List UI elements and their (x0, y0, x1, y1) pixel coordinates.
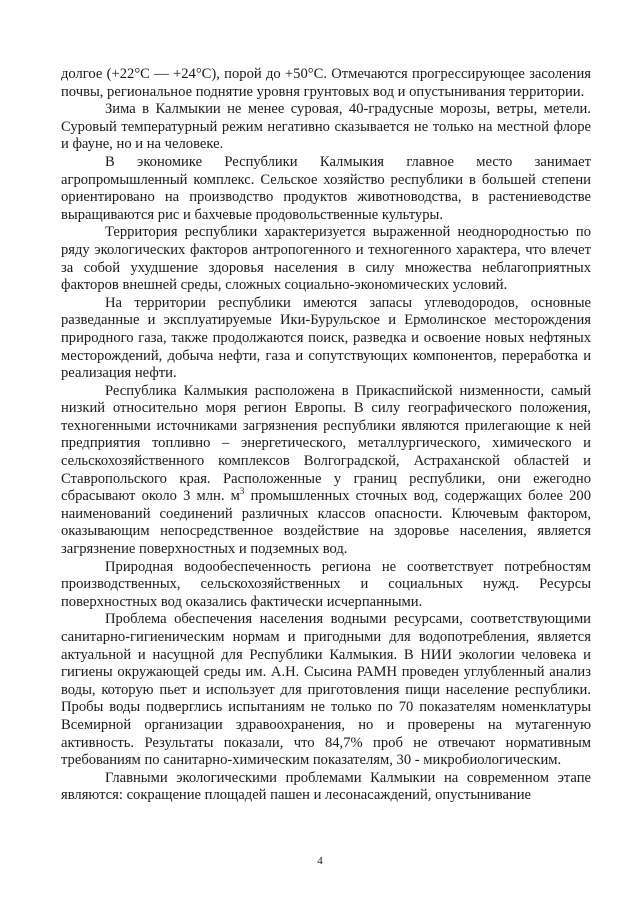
body-text (61, 66, 591, 805)
paragraph-5: На территории республики имеются запасы углеводородов, основные разведанные и эксплуатируемые Ики-Бурульское и Ермолинское месторождения природного газа, также продолжаются поиск, разведка и освоение новых нефтяных месторождений, добыча нефти, газа и сопутствующих компонентов, переработка и реализация нефти. (61, 294, 591, 382)
paragraph-8: Проблема обеспечения населения водными ресурсами, соответствующими санитарно-гигиеническим нормам и пригодными для водопотребления, является актуальной и насущной для Республики Калмыкия. В НИИ экологии человека и гигиены окружающей среды им. А.Н. Сысина РАМН проведен углубленный анализ воды, которую пьет и использует для приготовления пищи население республики. Пробы воды подверглись испытаниям не только по 70 показателям номенклатуры Всемирной организации здравоохранения, но и проверены на мутагенную активность. Результаты показали, что 84,7% проб не отвечают нормативным требованиям по санитарно-химическим показателям, 30 - микробиологическим. (61, 611, 591, 769)
superscript-cube: 3 (239, 486, 245, 497)
page-number: 4 (317, 855, 323, 867)
paragraph-6-tail: промышленных сточных вод, содержащих более 200 наименований соединений различных классов опасности. Ключевым фактором, оказывающим непосредственное воздействие на здоровье населения, является загрязнение поверхностных и подземных вод. (61, 488, 591, 558)
paragraph-7: Природная водообеспеченность региона не соответствует потребностям производственных, сельскохозяйственных и социальных нужд. Ресурсы поверхностных вод оказались фактически исчерпанными. (61, 558, 591, 610)
paragraph-2: Зима в Калмыкии не менее суровая, 40-градусные морозы, ветры, метели. Суровый температурный режим негативно сказывается не только на местной флоре и фауне, но и на человеке. (61, 101, 591, 153)
paragraph-6 (61, 383, 591, 559)
paragraph-6-head: Республика Калмыкия расположена в Прикаспийской низменности, самый низкий относительно моря регион Европы. В силу географического положения, техногенными источниками загрязнения республики являются прилегающие к ней предприятия топливно – энергетического, металлургического, химического и сельскохозяйственного комплексов Волгоградской, Астраханской областей и Ставропольского края. Расположенные у границ республики, они ежегодно сбрасывают около 3 млн. м (61, 382, 591, 505)
paragraph-4: Территория республики характеризуется выраженной неоднородностью по ряду экологических факторов антропогенного и техногенного характера, что влечет за собой ухудшение здоровья населения в силу множества неблагоприятных факторов внешней среды, сложных социально-экономических условий. (61, 224, 591, 294)
paragraph-9: Главными экологическими проблемами Калмыкии на современном этапе являются: сокращение площадей пашен и лесонасаждений, опустынивание (61, 769, 591, 804)
paragraph-1: долгое (+22°С — +24°С), порой до +50°С. Отмечаются прогрессирующее засоления почвы, региональное поднятие уровня грунтовых вод и опустынивания территории. (61, 66, 591, 100)
paragraph-3: В экономике Республики Калмыкия главное место занимает агропромышленный комплекс. Сельское хозяйство республики в большей степени ориентировано на производство продуктов животноводства, в растениеводстве выращиваются рис и бахчевые продовольственные культуры. (61, 153, 591, 223)
